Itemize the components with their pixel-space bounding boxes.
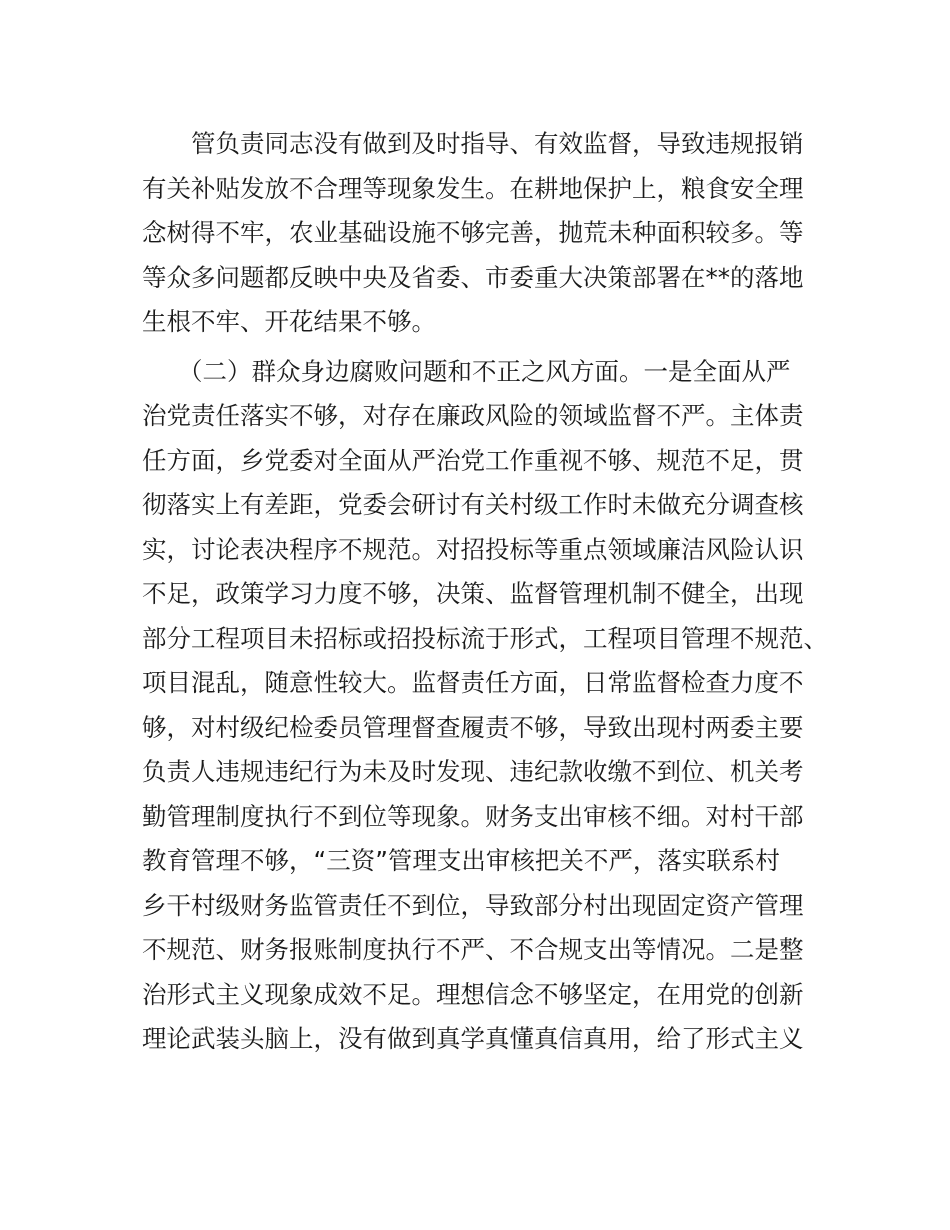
paragraph-2-line-2: 治党责任落实不够，对存在廉政风险的领域监督不严。主体责 [142, 401, 804, 430]
paragraph-2-line-1: （二）群众身边腐败问题和不正之风方面。一是全面从严 [178, 356, 791, 386]
paragraph-2-line-6: 不足，政策学习力度不够，决策、监督管理机制不健全，出现 [142, 579, 804, 608]
paragraph-1-line-3: 念树得不牢，农业基础设施不够完善，抛荒未种面积较多。等 [142, 218, 804, 247]
paragraph-1-line-5: 生根不牢、开花结果不够。 [142, 307, 436, 336]
paragraph-1-line-4: 等众多问题都反映中央及省委、市委重大决策部署在**的落地 [142, 262, 804, 292]
paragraph-2-line-5: 实，讨论表决程序不规范。对招投标等重点领域廉洁风险认识 [142, 534, 804, 564]
paragraph-2-line-9: 够，对村级纪检委员管理督查履责不够，导致出现村两委主要 [142, 712, 804, 742]
paragraph-2-line-16: 理论武装头脑上，没有做到真学真懂真信真用，给了形式主义 [142, 1024, 804, 1053]
paragraph-2-line-7: 部分工程项目未招标或招投标流于形式，工程项目管理不规范、 [142, 623, 828, 653]
paragraph-2-line-14: 不规范、财务报账制度执行不严、不合规支出等情况。二是整 [142, 935, 804, 964]
paragraph-2-line-11: 勤管理制度执行不到位等现象。财务支出审核不细。对村干部 [142, 801, 804, 831]
paragraph-2-line-8: 项目混乱，随意性较大。监督责任方面，日常监督检查力度不 [142, 668, 804, 697]
paragraph-2-line-12: 教育管理不够，“三资”管理支出审核把关不严，落实联系村 [142, 846, 780, 875]
paragraph-2-line-15: 治形式主义现象成效不足。理想信念不够坚定，在用党的创新 [142, 979, 804, 1009]
paragraph-1-line-2: 有关补贴发放不合理等现象发生。在耕地保护上，粮食安全理 [142, 173, 804, 203]
paragraph-2-line-4: 彻落实上有差距，党委会研讨有关村级工作时未做充分调查核 [142, 490, 804, 519]
paragraph-2-line-10: 负责人违规违纪行为未及时发现、违纪款收缴不到位、机关考 [142, 757, 804, 786]
paragraph-1-line-1: 管负责同志没有做到及时指导、有效监督，导致违规报销 [191, 129, 804, 158]
paragraph-2-line-13: 乡干村级财务监管责任不到位，导致部分村出现固定资产管理 [142, 890, 804, 920]
paragraph-2-line-3: 任方面，乡党委对全面从严治党工作重视不够、规范不足，贯 [142, 445, 804, 475]
document-body [142, 122, 828, 1062]
